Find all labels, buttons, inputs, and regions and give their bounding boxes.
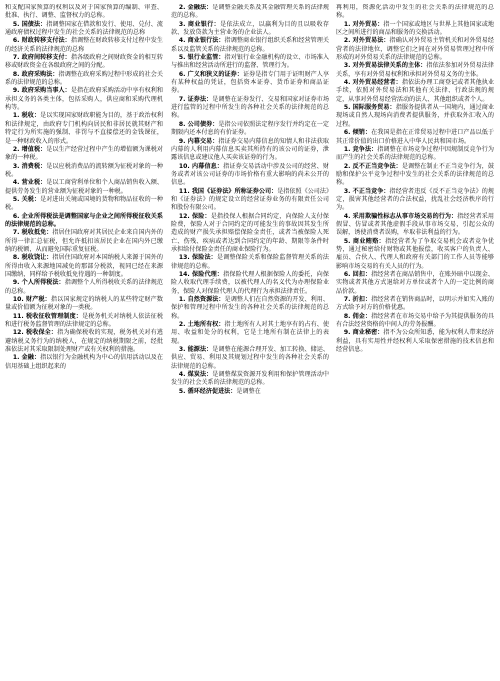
definition-entry [5,329,163,354]
definition-text: 指以国家规定的纳税人的某些特定财产数量或价值额为征税对象的一类税。 [5,296,163,312]
definition-text: 指服务提供者从一国境内，通过商业现场或自然人现场向消费者提供服务，并获取外汇收入的过程。 [336,104,494,128]
definition-entry [5,37,163,54]
term-heading: 3. 不正当竞争： [343,187,390,195]
definition-entry [336,146,494,163]
term-heading: 4. 营业税： [12,179,47,187]
definition-text: 指经营者违反《反不正当竞争法》的规定，损害其他经营者的合法权益，扰乱社会经济秩序的行为。 [336,187,494,212]
definition-text: 指各级政府之间财政资金的相互转移或财政资金在各级政府之间的分配。 [5,54,163,70]
definition-entry [5,354,163,371]
definition-text: 在我国是指在正常贸易过程中进口产品以低于其正常价值的出口价格进入中华人民共和国市场。 [336,129,494,145]
definition-entry [336,21,494,38]
term-heading: 5. 国债法： [12,20,47,28]
definition-entry [336,313,494,330]
term-heading: 6. 财政转移支付法： [12,37,71,45]
definition-entry [336,163,494,188]
definition-text: 指证券交易内幕信息的知情人和非法获取内幕的人利用内幕信息买卖其所持有的该公司的证券，泄露该信息或建议他人买卖该证券的行为。 [171,137,329,162]
definition-entry [5,21,163,38]
definition-text: 指居住国政府对其居民企业来自国内外的所得一律汇总征税，但允许抵扣该居民企业在国内外已缴纳的税额，从而避免国际重复征税。 [5,229,163,253]
term-heading: 4. 对外贸易经营者： [343,79,402,87]
definition-entry [5,254,163,279]
term-heading: 6. 企业所得税法是调整国家与企业之间所得税征收关系的法律规范的总称。 [5,212,163,228]
definition-entry [171,71,329,96]
definition-entry [5,163,163,180]
definition-text: 是调整保险关系和保险监督管理关系的法律规范的总称。 [171,254,329,270]
term-heading: 10. 内幕信息： [178,162,224,170]
term-heading: 3. 商业银行： [178,20,221,28]
term-heading: 6. 回扣： [343,271,372,278]
definition-entry [336,79,494,104]
term-heading: 3. 消费税： [12,162,47,170]
term-heading: 6. 广义和狭义的证券： [178,70,243,78]
definition-entry [5,196,163,213]
definition-entry [5,229,163,254]
definition-entry [171,346,329,371]
definition-text: 指经营者为了争取交易机会或者竞争优势，通过秘密给付财物或其他报偿，收买客户的负责人、雇员、合伙人、代理人和政府有关部门的工作人员等能够影响市场交易的有关人员的行为。 [336,237,494,270]
term-heading: 8. 公司债券： [178,120,219,128]
definition-entry [336,188,494,213]
definition-entry [5,313,163,330]
term-heading: 5. 商业贿赂： [343,237,386,245]
definition-entry [5,279,163,296]
definition-text: 指经营者采用假冒、仿冒或者其他虚假手段从事市场交易，引起公众的误解，诱使消费者误购，牟取非法利益的行为。 [336,212,494,237]
term-heading: 1. 税收： [12,112,41,120]
definition-entry [336,238,494,271]
definition-text: 是指公司依照法定程序发行并约定在一定期限内还本付息的有价证券。 [171,120,329,137]
definition-text: 是税务机关对纳税人依法征税和进行税务监督管理的法律规定的总称。 [5,312,163,329]
definition-entry [171,121,329,138]
column-2 [171,4,329,678]
definition-text: 是依法成立，以赢利为目的且以吸收存款、发放贷款为主营业务的企业法人。 [171,20,329,37]
definition-entry [171,21,329,38]
term-heading: 9. 个人所得税法： [12,279,65,287]
term-heading: 7. 折扣： [343,296,372,304]
definition-text: 指不为公众所知悉，能为权利人带来经济利益，具有实用性并经权利人采取保密措施的技术信息和经营信息。 [336,329,494,354]
term-heading: 9. 政府采购当事人： [12,87,71,95]
definition-text: 是指在政府采购活动中享有权利和承担义务的各类主体，包括采购人，供应商和采购代理机构等。 [5,87,163,112]
definition-text: 是指依照《公司法》和《证券法》的规定设立的经营证券业务的有限责任公司和股份有限公司。 [171,187,329,212]
definition-entry [171,96,329,121]
term-heading: 2. 对外贸易法： [343,37,390,45]
definition-text: 是调整金融关系及其金融管理关系的法律规范的总称。 [171,4,329,20]
definition-entry [336,271,494,296]
term-heading: 12. 税收保全： [12,329,58,337]
definition-text: 指对银行业金融机构的设立、市场准入与推出和经营活动所进行的监督、管理行为。 [171,54,329,70]
definition-entry [336,296,494,313]
definition-entry [171,388,329,396]
definition-entry [171,213,329,255]
definition-text: 指经营者在销售商品时，以明示并如实入账的方式给予对方的价格优惠。 [336,296,494,312]
column-1 [5,4,163,678]
definition-text: 指以银行为金融机构为中心的信用活动以及在信用基础上组织起来的 [5,354,163,370]
definition-text: 再利用，资源化活动中发生的社会关系的法律规范的总称。 [336,4,494,20]
definition-entry [171,321,329,346]
definition-text: 指确认对外贸易主管机关和对外贸易经营者的法律地位，调整它们之间在对外贸易管理过程中所形成的对外贸易关系的法律规范的总称。 [336,37,494,62]
definition-entry [336,37,494,62]
definition-text: 是调整人们在自然资源的开发、利用、保护和管理过程中所发生的各种社会关系的法律规范的总称。 [171,296,329,320]
term-heading: 8. 佣金： [343,312,372,320]
definition-text: 指证券交易活动中涉及公司的经营、财务或者对该公司证券的市场价格有重大影响的尚未公开的信息。 [171,162,329,187]
definition-text: 指为确保税收的实现，税务机关对有逃避纳税义务行为的纳税人，在规定的纳税期限之前，经批准依法对其采取限制处理财产或有关权利的措施。 [5,329,163,354]
term-heading: 8. 税收饶让： [12,254,53,262]
definition-text: 指依法办理工商登记或者其他执业手续，依照对外贸易法和其他有关法律、行政法规的规定，从事对外贸易经营活动的法人、其他组织或者个人。 [336,79,494,103]
term-heading: 1. 竞争法： [343,145,378,153]
definition-text: 是以工商营利单位和个人商品销售收入额、提供劳务发生的营业额为征税对象的一种税。 [5,179,163,195]
definition-entry [336,4,494,21]
term-heading: 10. 财产税： [12,296,51,304]
definition-text: 是调整煤炭资源开发利用和保护管理活动中发生的社会关系的法律规范的总称。 [171,371,329,387]
definition-text: 指依法参加对外贸易法律关系，享有对外贸易权利和承担对外贸易义务的主体。 [336,62,494,78]
term-heading: 5. 银行业监管： [178,54,225,62]
definition-text: 是以应税消费品的流转额为征税对象的一种税。 [5,162,163,178]
definition-entry [336,329,494,354]
definition-entry [336,62,494,79]
definition-entry [171,254,329,271]
definition-entry [5,87,163,112]
term-heading: 1. 金融： [12,354,41,362]
term-heading: 9. 内幕交易： [178,137,219,145]
definition-text: 指土地所有人对其土地享有的占有、使用、收益和处分的权利，它是土地所有制在法律上的表现。 [171,321,329,345]
term-heading: 7. 政府间转移支付： [12,54,71,62]
definition-text: 是对进出关境或国境的货物和物品征收的一种税。 [5,195,163,212]
definition-entry [171,188,329,213]
term-heading: 14. 保险代理： [178,271,224,278]
term-heading: 12. 保险： [178,212,211,220]
term-heading: 7. 税收抵免： [12,229,53,237]
definition-text: 指经营者在市场交易中给予为其提供服务的具有合法经营资格的中间人的劳务报酬。 [336,312,494,329]
term-heading: 1. 对外贸易： [343,20,384,28]
term-heading: 5. 国际服务贸易： [343,104,396,112]
definition-text: 指调整在市场竞争过程中因规制反竞争行为而产生的社会关系的法律规范的总称。 [336,145,494,162]
definition-text: 是以生产经营过程中产生的增值额为课税对象的一种税。 [5,145,163,162]
definition-entry [5,213,163,230]
definition-text: 是调整在制止不正当竞争行为，鼓励和保护公平竞争过程中发生的社会关系的法律规范的总称。 [336,162,494,187]
definition-entry [336,129,494,146]
definition-entry [171,271,329,296]
definition-entry [5,54,163,71]
definition-entry [171,138,329,163]
definition-entry [5,296,163,313]
term-heading: 6. 倾销： [343,129,372,137]
definition-text: 指经营者在商品销售中，在账外暗中以现金、实物或者其他方式退给对方单位或者个人的一定比例的商品价款。 [336,271,494,295]
term-heading: 3. 对外贸易法律关系的主体： [343,62,427,70]
definition-entry [336,213,494,238]
definition-entry [5,179,163,196]
term-heading: 13. 保险法： [178,254,217,262]
definition-text: 指调整个人所得税收关系的法律规范的总称。 [5,279,163,295]
term-heading: 3. 能源法： [178,346,213,354]
term-heading: 2. 土地所有权： [178,321,225,329]
term-heading: 4. 煤炭法： [178,371,213,379]
term-heading: 2. 增值税： [12,145,47,153]
term-heading: 5. 关税： [12,195,41,203]
definition-text: 指居住国政府对本国纳税人来源于国外的所得由收入来源地国减免的那部分税款，视同已经在来源国缴纳，同样给予税收抵免待遇的一种制度。 [5,254,163,278]
definition-entry [171,163,329,188]
definition-entry [171,54,329,71]
definition-text: 指调整在政府采购过程中形成的社会关系的法律规范的总称。 [5,70,163,87]
term-heading: 11. 税收征收管理制度： [12,312,83,320]
definition-entry [171,4,329,21]
definition-entry [5,71,163,88]
term-heading: 5. 循环经济促进法： [178,387,237,395]
definition-entry [336,104,494,129]
definition-text: 是调整在能源合理开发、加工转换、储运、供应、贸易、利用及其规划过程中发生的各种社会关系的法律规范的总称。 [171,346,329,370]
definition-entry [171,371,329,388]
column-3 [336,4,494,678]
term-heading: 8. 政府采购法： [12,70,59,78]
definition-text: 是以实现国家财政职能为目的，基于政治权利和法律规定，由政府专门机构向居民和非居民就其财产和特定行为所实施的强制、非罚与不直接偿还的金钱课征，是一种财政收入的形式。 [5,112,163,145]
definition-text: 证券是指专门用于证明财产人享有某种权益的凭证，包括资本证券、货币证券和商品证券。 [171,70,329,95]
definition-text: 指保险代理人根据保险人的委托，向保险人收取代理手续费，以被代理人的名义代为办理保险业务，保险人对保险代理人的代理行为承担法律责任。 [171,271,329,295]
definition-text: 指调整商业银行组织关系和经营管理关系以及监管关系的法律规范的总称。 [171,37,329,53]
term-heading: 11. 我国《证券法》所称证券公司： [178,187,278,195]
definition-entry [5,112,163,145]
definition-text: 和支配国家预算的权利以及对于国家预算的编制、审查、批准、执行、调整、监督权力的总称。 [5,4,163,20]
definition-entry [171,37,329,54]
term-heading: 4. 商业银行法： [178,37,225,45]
definition-text: 指调整在财政转移支付过程中发生的经济关系的法律规范的总称 [5,37,163,53]
definition-text: 是指投保人根据合同约定，向保险人支付保险费，保险人对于合同约定的可能发生的事故因其发生所造成的财产损失承担赔偿保险金责任，或者当被保险人死亡、伤残、疾病或者达到合同约定的年龄、期限等条件时承担给付保险金责任的商业保险行为。 [171,212,329,253]
term-heading: 2. 金融法： [178,4,213,11]
term-heading: 1. 自然资源法： [178,296,225,304]
term-heading: 2. 反不正当竞争法： [343,162,402,170]
definition-text: 指调整国家在借款和发行、使用、兑付、流通政府债权过程中发生的社会关系的法律规范的总称 [5,20,163,37]
term-heading: 7. 证券法： [178,95,213,103]
definition-text: 是调整在证券发行、交易和国家对证券市场进行监管的过程中所发生的各种社会关系的法律规范的总称。 [171,95,329,120]
definition-text: 是调整在 [236,387,261,395]
definition-text: 指一个国家或地区与世界上其他国家或地区之间所进行的商品和服务的交换活动。 [336,20,494,37]
definition-entry [5,4,163,21]
definition-entry [171,296,329,321]
term-heading: 9. 商业秘密： [343,329,384,337]
definition-entry [5,146,163,163]
term-heading: 4. 采用欺骗性标志从事市场交易的行为： [343,212,458,220]
